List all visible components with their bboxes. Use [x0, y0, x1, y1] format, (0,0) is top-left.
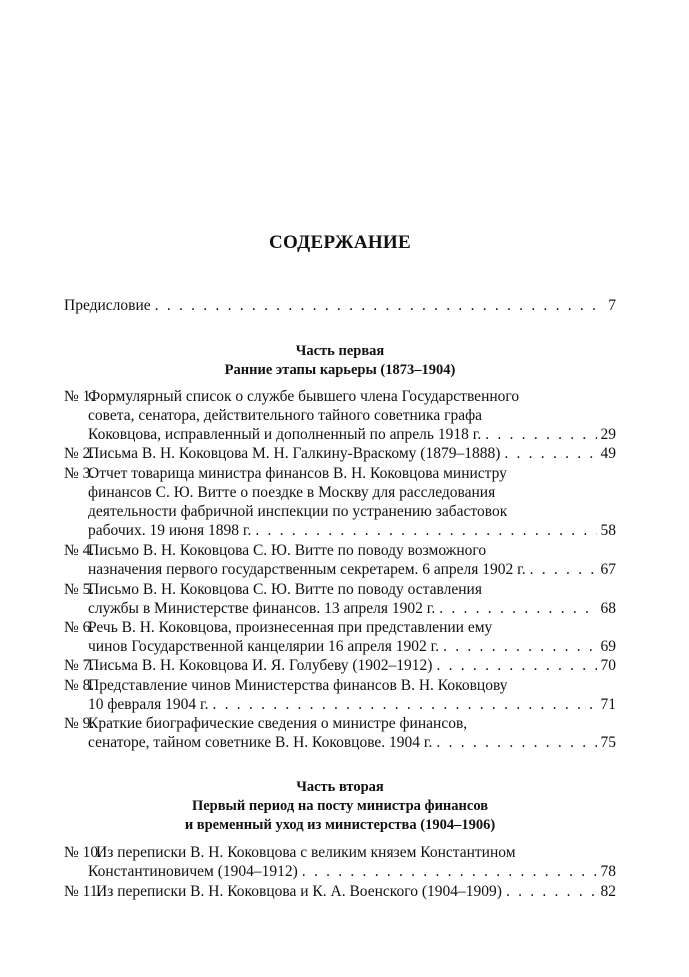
entry-number: № 2.	[64, 445, 95, 462]
entry-text	[64, 656, 432, 675]
entry-line: финансов С. Ю. Витте о поездке в Москву для расследования	[88, 484, 496, 501]
entry-text: Отчет товарища министра финансов В. Н. Коковцова министру	[88, 465, 507, 482]
part-heading: Часть вторая	[296, 779, 384, 795]
entry-text: Письма В. Н. Коковцова И. Я. Голубеву (1902–1912)	[88, 657, 433, 674]
dot-leader	[436, 733, 596, 752]
entry-text: рабочих. 19 июня 1898 г.	[88, 522, 252, 539]
dot-leader	[155, 296, 605, 315]
entry-line	[64, 882, 616, 901]
entry-text: Речь В. Н. Коковцова, произнесенная при представлении ему	[88, 619, 493, 636]
part-subtitle: Первый период на посту министра финансов	[191, 798, 489, 814]
dot-leader	[530, 560, 597, 579]
entry-line	[64, 599, 616, 618]
entry-line: деятельности фабричной инспекции по устранению забастовок	[88, 503, 508, 520]
page-number: 75	[600, 734, 616, 751]
entry-text: Из переписки В. Н. Коковцова с великим князем Константином	[96, 844, 516, 861]
entry-text: чинов Государственной канцелярии 16 апреля 1902 г.	[88, 638, 440, 655]
part-subtitle: Ранние этапы карьеры (1873–1904)	[224, 362, 456, 378]
toc-entry-preface[interactable]	[64, 296, 616, 315]
page-number: 69	[600, 638, 616, 655]
entry-text: Формулярный список о службе бывшего члена Государственного	[88, 388, 520, 405]
entry-text: Константиновичем (1904–1912)	[88, 863, 298, 880]
entry-text: Письмо В. Н. Коковцова С. Ю. Витте по поводу возможного	[88, 542, 487, 559]
entry-line	[64, 637, 616, 656]
entry-line	[64, 695, 616, 714]
page-number: 67	[600, 561, 616, 578]
dot-leader	[443, 637, 596, 656]
entry-text: Краткие биографические сведения о министре финансов,	[88, 715, 468, 732]
dot-leader	[255, 521, 596, 540]
entry-number: № 8.	[64, 677, 95, 694]
page-number: 7	[608, 297, 616, 314]
entry-text: Письмо В. Н. Коковцова С. Ю. Витте по поводу оставления	[88, 581, 482, 598]
dot-leader	[302, 862, 597, 881]
dot-leader	[506, 882, 597, 901]
dot-leader	[485, 425, 596, 444]
page-title: СОДЕРЖАНИЕ	[269, 232, 411, 253]
entry-text	[64, 444, 500, 463]
entry-line	[64, 656, 616, 675]
entry-number: № 9.	[64, 715, 95, 732]
entry-text: 10 февраля 1904 г.	[88, 696, 209, 713]
entry-text: Письма В. Н. Коковцова М. Н. Галкину-Враскому (1879–1888)	[88, 445, 501, 462]
page-number: 70	[600, 657, 616, 674]
page-number: 71	[600, 696, 616, 713]
entry-line	[64, 541, 616, 560]
dot-leader	[436, 656, 596, 675]
entry-text: Из переписки В. Н. Коковцова и К. А. Военского (1904–1909)	[96, 883, 502, 900]
entry-line	[64, 464, 616, 483]
entry-number: № 7.	[64, 657, 95, 674]
entry-number: № 11.	[64, 883, 102, 900]
entry-line: совета, сенатора, действительного тайного советника графа	[88, 407, 483, 424]
entry-line	[64, 387, 616, 406]
dot-leader	[212, 695, 596, 714]
entry-line	[64, 843, 616, 862]
entry-line	[64, 444, 616, 463]
entry-number: № 6.	[64, 619, 95, 636]
dot-leader	[439, 599, 596, 618]
page-number: 78	[600, 863, 616, 880]
entry-line	[64, 521, 616, 540]
entry-line	[64, 714, 616, 733]
entry-text: службы в Министерстве финансов. 13 апреля 1902 г.	[88, 600, 436, 617]
entry-number: № 4.	[64, 542, 95, 559]
page-number: 68	[600, 600, 616, 617]
entry-line	[64, 618, 616, 637]
page-number: 58	[600, 522, 616, 539]
entry-line	[64, 560, 616, 579]
entry-text: назначения первого государственным секретарем. 6 апреля 1902 г.	[88, 561, 526, 578]
entry-text	[64, 882, 502, 901]
entry-number: № 5.	[64, 581, 95, 598]
entry-line	[64, 425, 616, 444]
entry-line	[64, 580, 616, 599]
part-heading: Часть первая	[295, 343, 385, 359]
dot-leader	[504, 444, 596, 463]
entry-text: Представление чинов Министерства финансов В. Н. Коковцову	[88, 677, 508, 694]
entry-number: № 10.	[64, 844, 103, 861]
entry-text: Коковцова, исправленный и дополненный по апрель 1918 г.	[88, 426, 482, 443]
entry-text: сенаторе, тайном советнике В. Н. Коковцове. 1904 г.	[88, 734, 433, 751]
page-number: 82	[600, 883, 616, 900]
entry-line	[64, 733, 616, 752]
entry-line	[64, 676, 616, 695]
entry-number: № 3.	[64, 465, 95, 482]
entry-label: Предисловие	[64, 297, 151, 314]
page-number: 49	[600, 445, 616, 462]
page-number: 29	[600, 426, 616, 443]
entry-line	[64, 862, 616, 881]
entry-number: № 1.	[64, 388, 95, 405]
part-subtitle: и временный уход из министерства (1904–1906)	[184, 817, 496, 833]
